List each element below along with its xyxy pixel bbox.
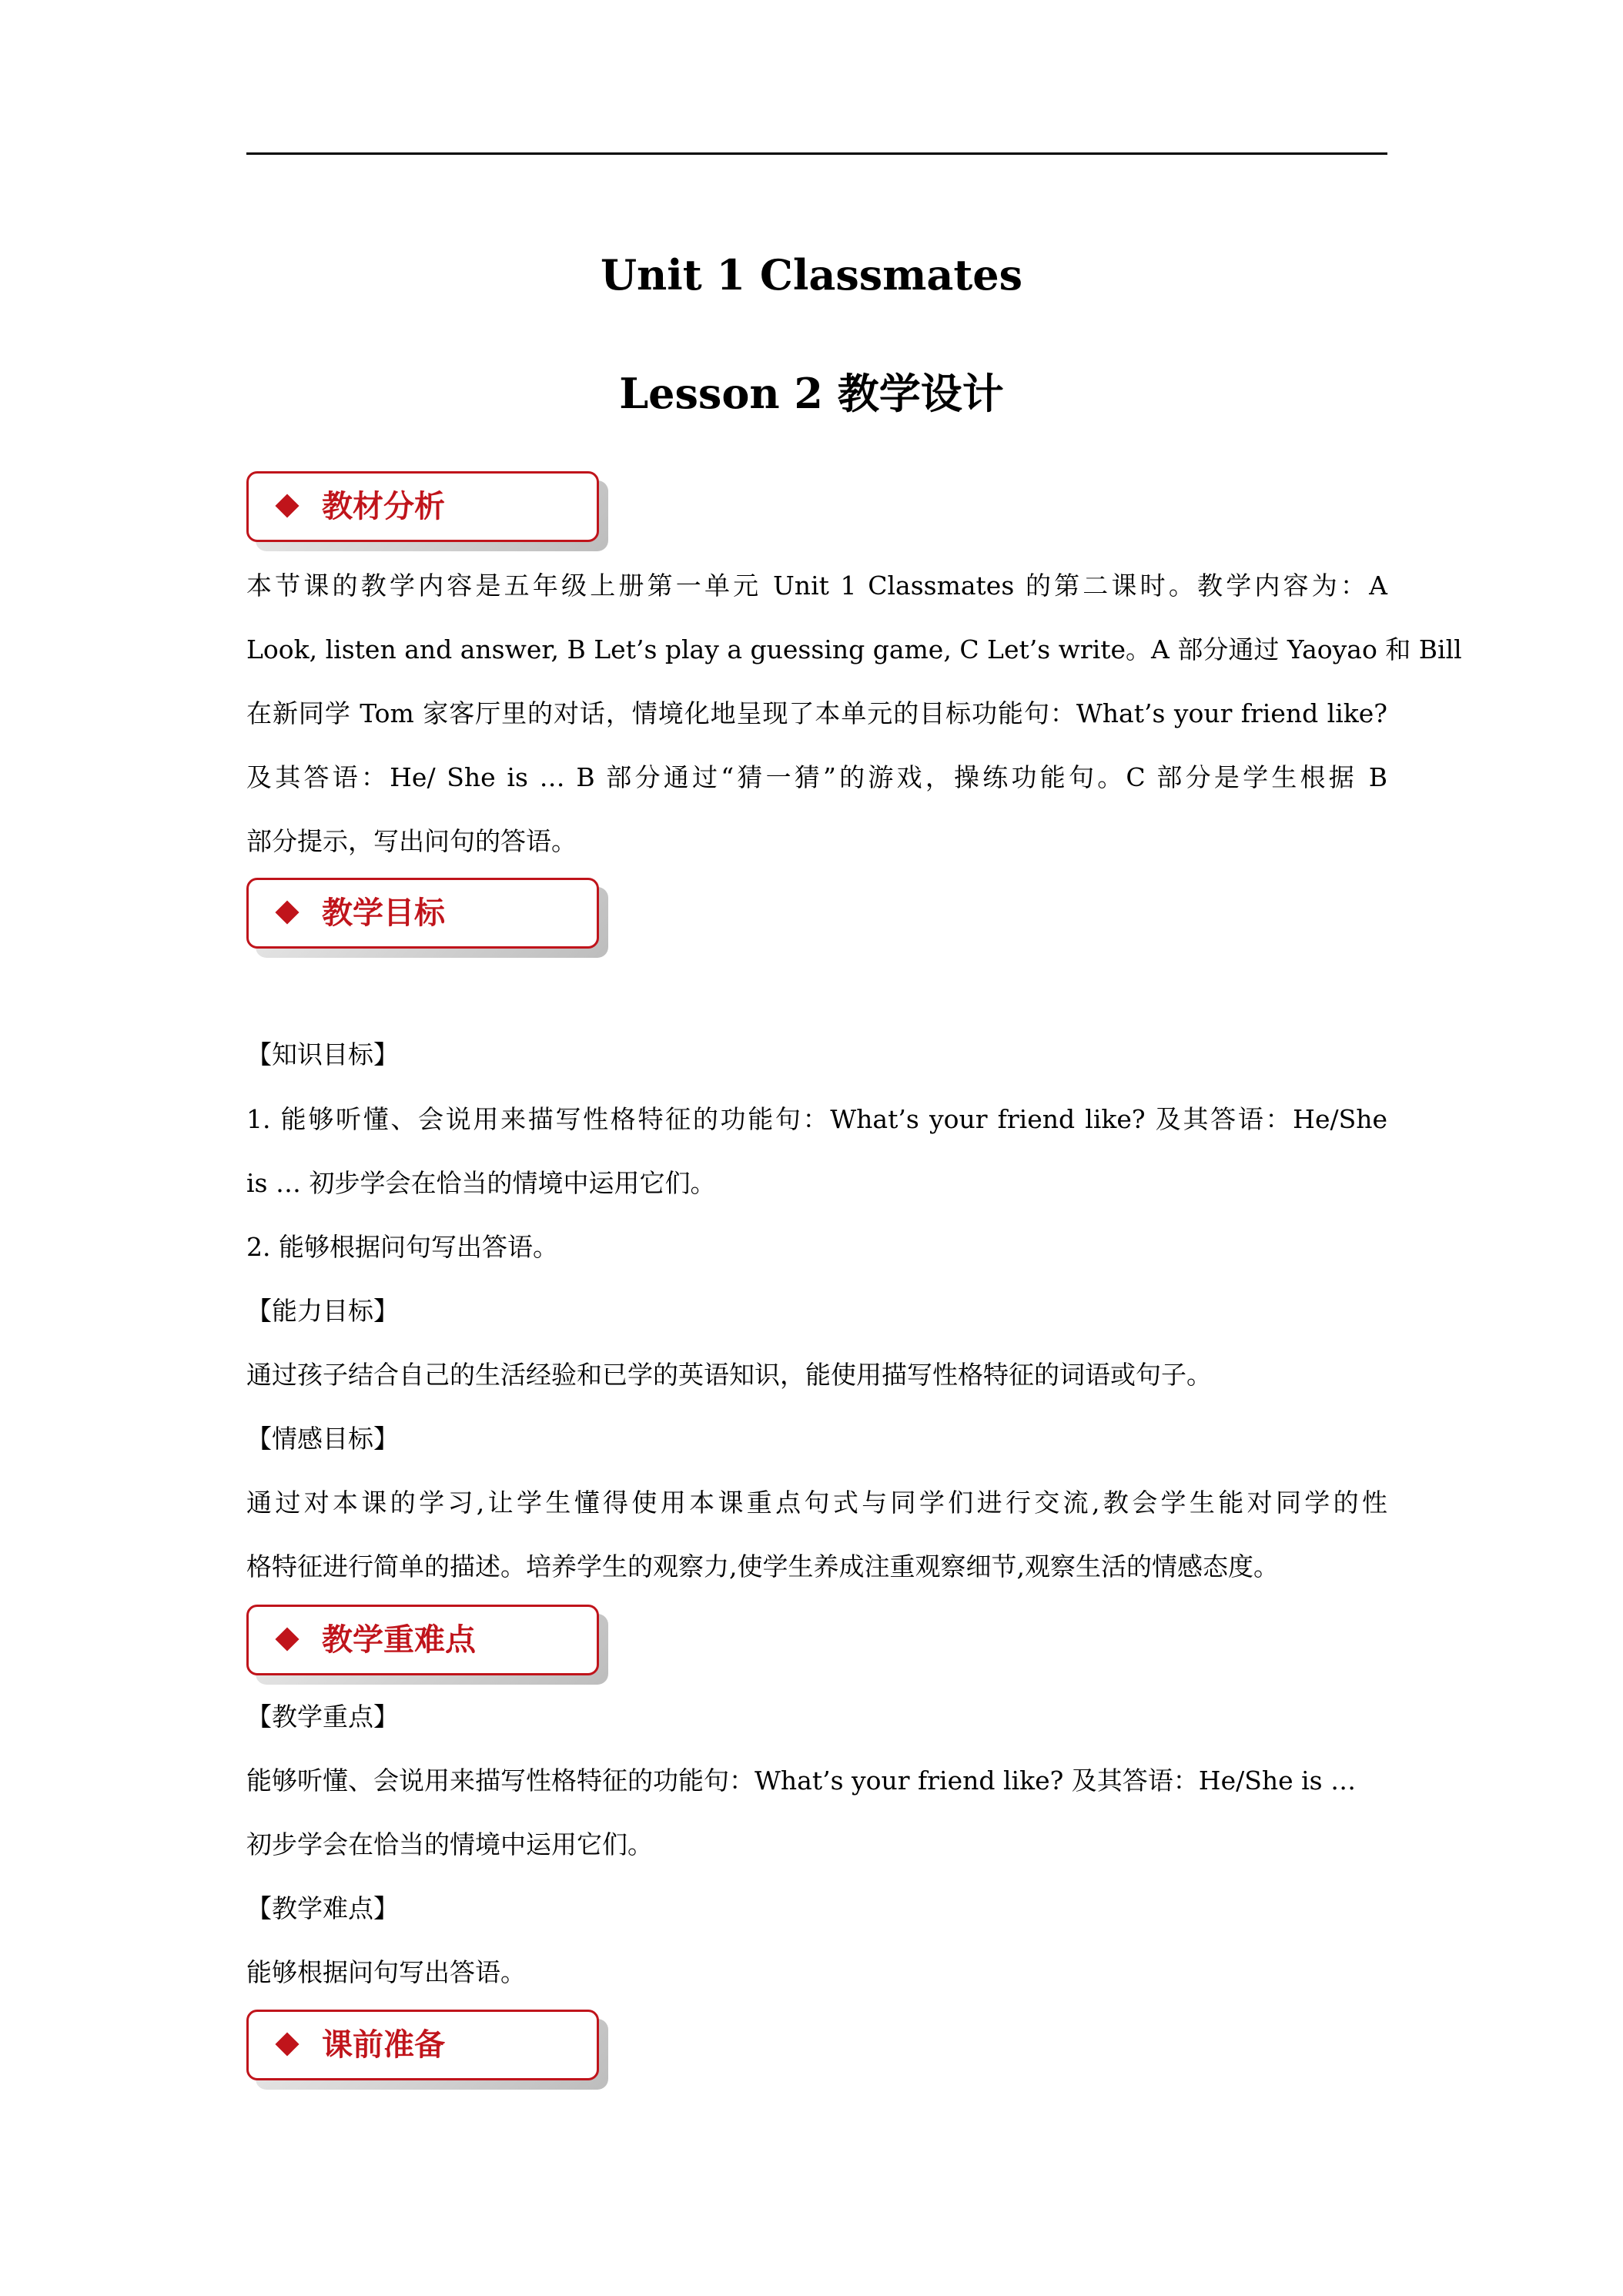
document-title: Unit 1 Classmates [600, 250, 1023, 300]
section-label: 课前准备 [322, 2027, 445, 2063]
analysis-line-2: Look, listen and answer, B Let’s play a guessing game, C Let’s write。A 部分通过 Yaoyao 和 Bill [246, 634, 1462, 664]
document-subtitle: Lesson 2 教学设计 [619, 369, 1004, 418]
difficulty-heading: 【教学难点】 [246, 1893, 399, 1923]
knowledge-heading: 【知识目标】 [246, 1039, 399, 1069]
section-label: 教学目标 [322, 895, 445, 931]
emotion-heading: 【情感目标】 [246, 1424, 399, 1454]
section-header-objectives [246, 878, 604, 952]
emotion-text-line-1: 通过对本课的学习,让学生懂得使用本课重点句式与同学们进行交流,教会学生能对同学的性 [246, 1488, 1387, 1518]
knowledge-item-2: 2. 能够根据问句写出答语。 [246, 1232, 558, 1262]
focus-text-line-1: 能够听懂、会说用来描写性格特征的功能句：What’s your friend like? 及其答语：He/She is … [246, 1766, 1357, 1796]
focus-text-line-2: 初步学会在恰当的情境中运用它们。 [246, 1829, 653, 1859]
section-header-key-points [246, 1605, 604, 1678]
analysis-line-1: 本节课的教学内容是五年级上册第一单元 Unit 1 Classmates 的第二课时。教学内容为：A [246, 571, 1387, 601]
section-label: 教学重难点 [322, 1622, 476, 1658]
emotion-text-line-2: 格特征进行简单的描述。培养学生的观察力,使学生养成注重观察细节,观察生活的情感态度。 [246, 1551, 1279, 1581]
knowledge-item-1-line-2: is … 初步学会在恰当的情境中运用它们。 [246, 1168, 716, 1198]
section-header-analysis [246, 471, 604, 545]
analysis-line-3: 在新同学 Tom 家客厅里的对话，情境化地呈现了本单元的目标功能句：What’s your friend like? [246, 698, 1387, 728]
focus-heading: 【教学重点】 [246, 1702, 399, 1732]
analysis-line-5: 部分提示，写出问句的答语。 [246, 826, 577, 856]
ability-text: 通过孩子结合自己的生活经验和已学的英语知识，能使用描写性格特征的词语或句子。 [246, 1360, 1212, 1390]
section-label: 教材分析 [322, 489, 445, 524]
section-header-preparation [246, 2010, 604, 2083]
knowledge-item-1-line-1: 1. 能够听懂、会说用来描写性格特征的功能句：What’s your friend like? 及其答语：He/She [246, 1104, 1387, 1134]
header-rule [246, 152, 1387, 155]
analysis-line-4: 及其答语：He/ She is … B 部分通过“猜一猜”的游戏，操练功能句。C 部分是学生根据 B [246, 762, 1387, 792]
difficulty-text: 能够根据问句写出答语。 [246, 1957, 526, 1987]
ability-heading: 【能力目标】 [246, 1296, 399, 1326]
